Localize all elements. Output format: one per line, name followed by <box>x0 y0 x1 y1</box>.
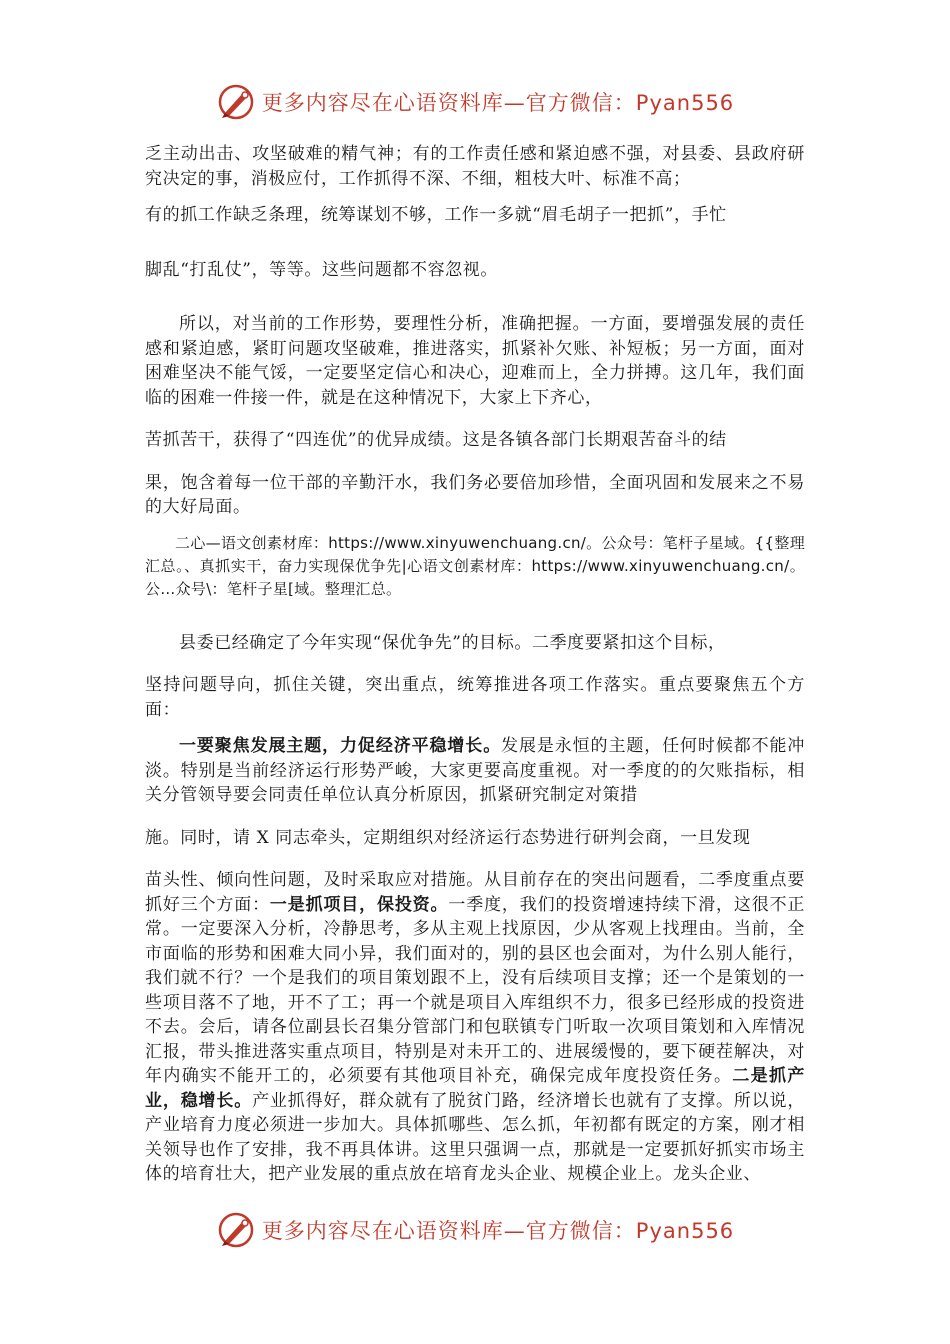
text-line: 苦抓苦干，获得了“四连优”的优异成绩。这是各镇各部门长期艰苦奋斗的结 <box>145 430 727 450</box>
text-line: 坚持问题导向，抓住关键，突出重点，统筹推进各项工作落实。重点要聚焦五个方面： <box>145 675 805 720</box>
text-line: 苗头性、倾向性问题，及时采取应对措施。从目前存在的突出问题看，二季度重点要抓好三个方面： <box>145 870 805 915</box>
text-line: 果，饱含着每一位干部的辛勤汗水，我们务必要倍加珍惜，全面巩固和发展来之不易的大好局面。 <box>145 472 805 517</box>
text-line: 所以，对当前的工作形势，要理性分析，准确把握。一方面，要增强发展的责任感和紧迫感，紧盯问题攻坚破难，推进落实，抓紧补欠账、补短板；另一方面，面对困难坚决不能气馁，一定要坚定信心和决心，迎难而上，全力拼搏。这几年，我们面临的困难一件接一件，就是在这种情况下，大家上下齐心， <box>145 314 805 408</box>
paragraph <box>145 631 805 656</box>
text-line: 县委已经确定了今年实现“保优争先”的目标。二季度要紧扣这个目标， <box>179 632 726 653</box>
text-line: 产业抓得好，群众就有了脱贫门路，经济增长也就有了支撑。所以说，产业培育力度必须进一步加大。具体抓哪些、怎么抓，年初都有既定的方案，刚才相关领导也作了安排，我不再具体讲。这里只强调一点，那就是一定要抓好抓实市场主体的培育壮大，把产业发展的重点放在培育龙头企业、规模企业上。龙头企业、 <box>145 1090 805 1184</box>
paragraph <box>145 203 805 228</box>
paragraph <box>145 868 805 1187</box>
paragraph <box>145 826 805 851</box>
paragraph <box>145 734 805 808</box>
bold-heading: 一是抓项目，保投资。 <box>269 894 449 915</box>
footer-banner <box>0 1208 950 1252</box>
pen-logo-icon <box>216 1210 256 1250</box>
header-banner <box>0 80 950 124</box>
document-body <box>145 142 805 1187</box>
text-line: 乏主动出击、攻坚破难的精气神；有的工作责任感和紧迫感不强，对县委、县政府研究决定的事，消极应付，工作抓得不深、不细，粗枝大叶、标准不高； <box>145 144 805 189</box>
banner-text: 更多内容尽在心语资料库—官方微信：Pyan556 <box>261 91 735 115</box>
text-line: 一季度，我们的投资增速持续下滑，这很不正常。一定要深入分析，冷静思考，多从主观上找原因，少从客观上找理由。当前，全市面临的形势和困难大同小异，我们面对的，别的县区也会面对，为什么别人能行，我们就不行？一个是我们的项目策划跟不上，没有后续项目支撑；还一个是策划的一些项目落不了地，开不了工；再一个就是项目入库组织不力，很多已经形成的投资进不去。会后，请各位副县长召集分管部门和包联镇专门听取一次项目策划和入库情况汇报，带头推进落实重点项目，特别是对未开工的、进展缓慢的，要下硬茬解决，对年内确实不能开工的，必须要有其他项目补充，确保完成年度投资任务。 <box>145 894 806 1086</box>
pen-logo-icon <box>216 82 256 122</box>
paragraph <box>145 258 805 283</box>
text-line: 有的抓工作缺乏条理，统筹谋划不够，工作一多就“眉毛胡子一把抓”，手忙 <box>145 205 727 225</box>
text-line: 施。同时，请 X 同志牵头，定期组织对经济运行态势进行研判会商，一旦发现 <box>145 827 751 848</box>
text-line: 二心—语文创素材库：https://www.xinyuwenchuang.cn/。公众号：笔杆子星域。{{整理汇总。、真抓实干，奋力实现保优争先|心语文创素材库：https://www.xinyuwenchuang.cn/。公…众号\：笔杆子星[域。整理汇总。 <box>145 533 805 598</box>
banner-text: 更多内容尽在心语资料库—官方微信：Pyan556 <box>261 1219 735 1243</box>
source-watermark-text <box>145 532 805 601</box>
paragraph <box>145 312 805 410</box>
paragraph <box>145 471 805 520</box>
bold-heading: 一要聚焦发展主题，力促经济平稳增长。 <box>179 736 502 756</box>
text-line: 脚乱“打乱仗”，等等。这些问题都不容忽视。 <box>145 259 498 280</box>
text-line: 发展是永恒的主题，任何时候都不能冲淡。特别是当前经济运行形势严峻，大家更要高度重视。对一季度的的欠账指标，相关分管领导要会同责任单位认真分析原因，抓紧研究制定对策措 <box>145 736 805 805</box>
bold-heading: 二是抓产业，稳增长。 <box>145 1066 805 1111</box>
paragraph <box>145 142 805 191</box>
paragraph <box>145 428 805 453</box>
paragraph <box>145 673 805 722</box>
